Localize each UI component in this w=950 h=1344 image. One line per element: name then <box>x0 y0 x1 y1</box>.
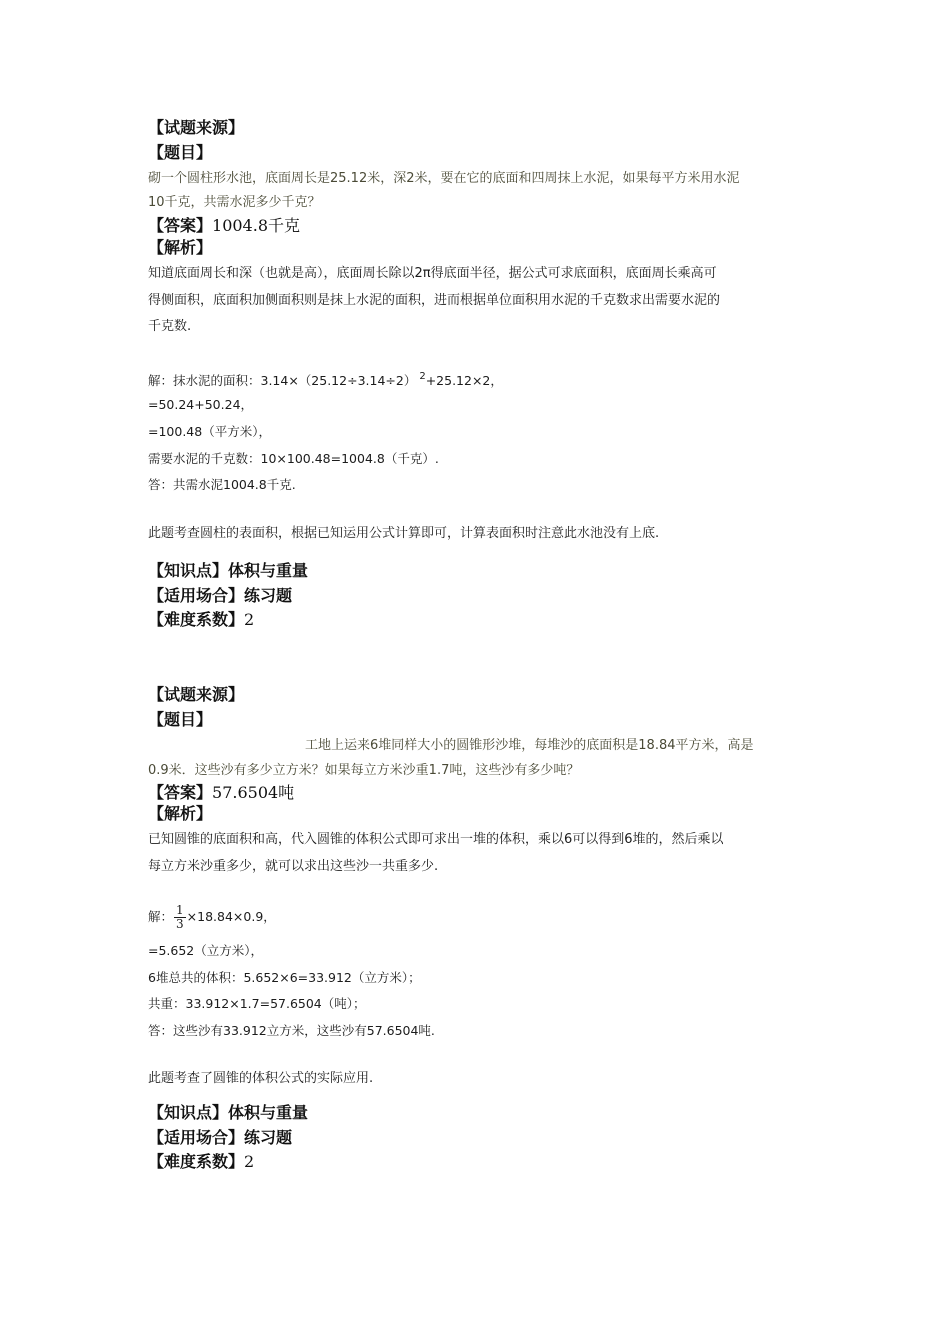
analysis-line: 知道底面周长和深（也就是高），底面周长除以2π得底面半径，据公式可求底面积，底面周长乘高可 <box>148 266 717 281</box>
question-label: 【题目】 <box>148 143 213 162</box>
exponent: 2 <box>419 371 426 382</box>
solution-line: =50.24+50.24， <box>148 397 254 412</box>
answer-row <box>148 785 294 801</box>
knowledge-row <box>148 563 308 579</box>
analysis-line: 已知圆锥的底面积和高，代入圆锥的体积公式即可求出一堆的体积，乘以6可以得到6堆的，然后乘以 <box>148 832 724 847</box>
knowledge-label: 【知识点】 <box>148 1103 229 1122</box>
answer-label: 【答案】 <box>148 216 213 235</box>
question-line: 10千克，共需水泥多少千克？ <box>148 195 321 210</box>
analysis-line: 千克数. <box>148 319 192 334</box>
answer-row <box>148 218 300 234</box>
knowledge-value: 体积与重量 <box>228 1103 309 1122</box>
answer-value: 57.6504吨 <box>212 783 295 802</box>
solution-line: =100.48（平方米）， <box>148 424 271 439</box>
solution-line: 6堆总共的体积：5.652×6=33.912（立方米）； <box>148 970 421 985</box>
difficulty-row <box>148 612 254 628</box>
source-label: 【试题来源】 <box>148 118 245 137</box>
comment: 此题考查了圆锥的体积公式的实际应用. <box>148 1071 374 1086</box>
solution-line: 答：这些沙有33.912立方米，这些沙有57.6504吨. <box>148 1023 435 1038</box>
question-label: 【题目】 <box>148 710 213 729</box>
question-line: 工地上运来6堆同样大小的圆锥形沙堆，每堆沙的底面积是18.84平方米，高是 <box>305 738 754 753</box>
difficulty-label: 【难度系数】 <box>148 1152 245 1171</box>
analysis-label: 【解析】 <box>148 804 213 823</box>
analysis-line: 得侧面积，底面积加侧面积则是抹上水泥的面积，进而根据单位面积用水泥的千克数求出需要水泥的 <box>148 293 721 308</box>
knowledge-row <box>148 1105 308 1121</box>
solution-formula-tail: ×18.84×0.9， <box>186 908 276 924</box>
answer-label: 【答案】 <box>148 783 213 802</box>
difficulty-value: 2 <box>244 610 255 629</box>
difficulty-row <box>148 1154 254 1170</box>
solution-formula: 解：抹水泥的面积：3.14×（25.12÷3.14÷2） <box>148 373 417 388</box>
usage-value: 练习题 <box>244 586 293 605</box>
question-line: 0.9米．这些沙有多少立方米？如果每立方米沙重1.7吨，这些沙有多少吨？ <box>148 763 580 778</box>
usage-value: 练习题 <box>244 1128 293 1147</box>
solution-line <box>148 372 503 388</box>
usage-label: 【适用场合】 <box>148 1128 245 1147</box>
question-line: 砌一个圆柱形水池，底面周长是25.12米，深2米，要在它的底面和四周抹上水泥，如果每平方米用水泥 <box>148 171 740 186</box>
solution-line: 共重：33.912×1.7=57.6504（吨）； <box>148 996 366 1011</box>
usage-label: 【适用场合】 <box>148 586 245 605</box>
fraction-numerator: 1 <box>176 903 184 917</box>
answer-value: 1004.8千克 <box>212 216 301 235</box>
comment: 此题考查圆柱的表面积，根据已知运用公式计算即可，计算表面积时注意此水池没有上底. <box>148 526 660 541</box>
fraction <box>174 904 186 930</box>
fraction-denominator: 3 <box>176 916 184 931</box>
solution-line: 答：共需水泥1004.8千克. <box>148 477 296 492</box>
source-label: 【试题来源】 <box>148 685 245 704</box>
solution-line: =5.652（立方米）， <box>148 943 264 958</box>
usage-row <box>148 588 292 604</box>
solution-line <box>148 904 276 930</box>
difficulty-value: 2 <box>244 1152 255 1171</box>
solution-prefix: 解： <box>148 908 174 924</box>
knowledge-value: 体积与重量 <box>228 561 309 580</box>
usage-row <box>148 1130 292 1146</box>
solution-formula-tail: +25.12×2， <box>425 373 503 388</box>
analysis-line: 每立方米沙重多少，就可以求出这些沙一共重多少. <box>148 859 439 874</box>
knowledge-label: 【知识点】 <box>148 561 229 580</box>
difficulty-label: 【难度系数】 <box>148 610 245 629</box>
solution-line: 需要水泥的千克数：10×100.48=1004.8（千克）. <box>148 451 439 466</box>
analysis-label: 【解析】 <box>148 238 213 257</box>
